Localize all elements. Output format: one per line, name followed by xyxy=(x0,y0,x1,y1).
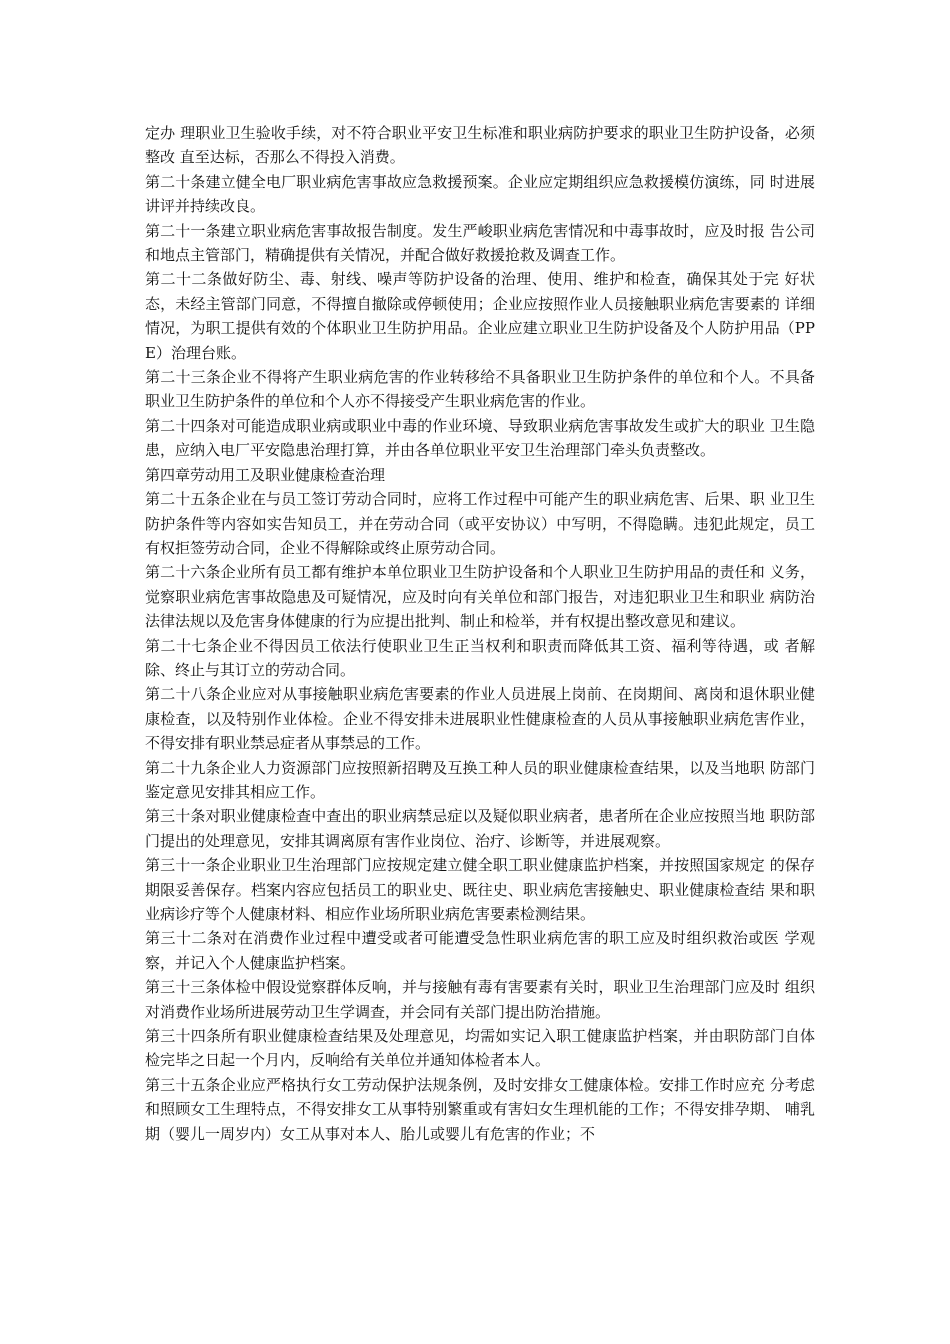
paragraph-article-24: 第二十四条对可能造成职业病或职业中毒的作业环境、导致职业病危害事故发生或扩大的职业 卫生隐患，应纳入电厂平安隐患治理打算，并由各单位职业平安卫生治理部门牵头负责整改。 xyxy=(145,416,815,460)
paragraph-article-31: 第三十一条企业职业卫生治理部门应按规定建立健全职工职业健康监护档案，并按照国家规定 的保存期限妥善保存。档案内容应包括员工的职业史、既往史、职业病危害接触史、职业健康检查结 果和职业病诊疗等个人健康材料、相应作业场所职业病危害要素检测结果。 xyxy=(145,856,815,923)
chapter-heading-4: 第四章劳动用工及职业健康检查治理 xyxy=(145,465,386,484)
paragraph-article-33: 第三十三条体检中假设觉察群体反响，并与接触有毒有害要素有关时，职业卫生治理部门应及时 组织对消费作业场所进展劳动卫生学调查，并会同有关部门提出防治措施。 xyxy=(145,978,815,1021)
document-body xyxy=(145,121,815,1146)
paragraph-article-35: 第三十五条企业应严格执行女工劳动保护法规条例，及时安排女工健康体检。安排工作时应充 分考虑和照顾女工生理特点，不得安排女工从事特别繁重或有害妇女生理机能的工作；不得安排孕期、 哺乳期（婴儿一周岁内）女工从事对本人、胎儿或婴儿有危害的作业；不 xyxy=(145,1075,815,1143)
paragraph-article-23: 第二十三条企业不得将产生职业病危害的作业转移给不具备职业卫生防护条件的单位和个人。不具备职业卫生防护条件的单位和个人亦不得接受产生职业病危害的作业。 xyxy=(145,368,815,411)
paragraph-article-26: 第二十六条企业所有员工都有维护本单位职业卫生防护设备和个人职业卫生防护用品的责任和 义务，觉察职业病危害事故隐患及可疑情况，应及时向有关单位和部门报告，对违犯职业卫生和职业 病防治法律法规以及危害身体健康的行为应提出批判、制止和检举，并有权提出整改意见和建议。 xyxy=(145,563,815,631)
paragraph-article-28: 第二十八条企业应对从事接触职业病危害要素的作业人员进展上岗前、在岗期间、离岗和退休职业健康检查，以及特别作业体检。企业不得安排未进展职业性健康检查的人员从事接触职业病危害作业，不得安排有职业禁忌症者从事禁忌的工作。 xyxy=(145,685,815,753)
paragraph-article-20: 第二十条建立健全电厂职业病危害事故应急救援预案。企业应定期组织应急救援模仿演练，同 时进展讲评并持续改良。 xyxy=(145,172,815,216)
paragraph-article-34: 第三十四条所有职业健康检查结果及处理意见，均需如实记入职工健康监护档案，并由职防部门自体检完毕之日起一个月内，反响给有关单位并通知体检者本人。 xyxy=(145,1027,815,1070)
paragraph-article-32: 第三十二条对在消费作业过程中遭受或者可能遭受急性职业病危害的职工应及时组织救治或医 学观察，并记入个人健康监护档案。 xyxy=(145,929,815,972)
paragraph-article-21: 第二十一条建立职业病危害事故报告制度。发生严峻职业病危害情况和中毒事故时，应及时报 告公司和地点主管部门，精确提供有关情况，并配合做好救援抢救及调查工作。 xyxy=(145,221,815,265)
paragraph-article-30: 第三十条对职业健康检查中查出的职业病禁忌症以及疑似职业病者，患者所在企业应按照当地 职防部门提出的处理意见，安排其调离原有害作业岗位、治疗、诊断等，并进展观察。 xyxy=(145,807,815,850)
paragraph-article-29: 第二十九条企业人力资源部门应按照新招聘及互换工种人员的职业健康检查结果，以及当地职 防部门鉴定意见安排其相应工作。 xyxy=(145,758,815,801)
paragraph-article-27: 第二十七条企业不得因员工依法行使职业卫生正当权利和职责而降低其工资、福利等待遇，或 者解除、终止与其订立的劳动合同。 xyxy=(145,636,815,679)
paragraph-article-25: 第二十五条企业在与员工签订劳动合同时，应将工作过程中可能产生的职业病危害、后果、职 业卫生防护条件等内容如实告知员工，并在劳动合同（或平安协议）中写明，不得隐瞒。违犯此规定，员工有权拒签劳动合同，企业不得解除或终止原劳动合同。 xyxy=(145,490,815,557)
paragraph-article-22: 第二十二条做好防尘、毒、射线、噪声等防护设备的治理、使用、维护和检查，确保其处于完 好状态，未经主管部门同意，不得擅自撤除或停顿使用；企业应按照作业人员接触职业病危害要素的 详细情况，为职工提供有效的个体职业卫生防护用品。企业应建立职业卫生防护设备及个人防护用品（PPE）治理台账。 xyxy=(145,270,815,362)
paragraph-continuation: 定办 理职业卫生验收手续，对不符合职业平安卫生标准和职业病防护要求的职业卫生防护设备，必须整改 直至达标，否那么不得投入消费。 xyxy=(145,124,815,167)
